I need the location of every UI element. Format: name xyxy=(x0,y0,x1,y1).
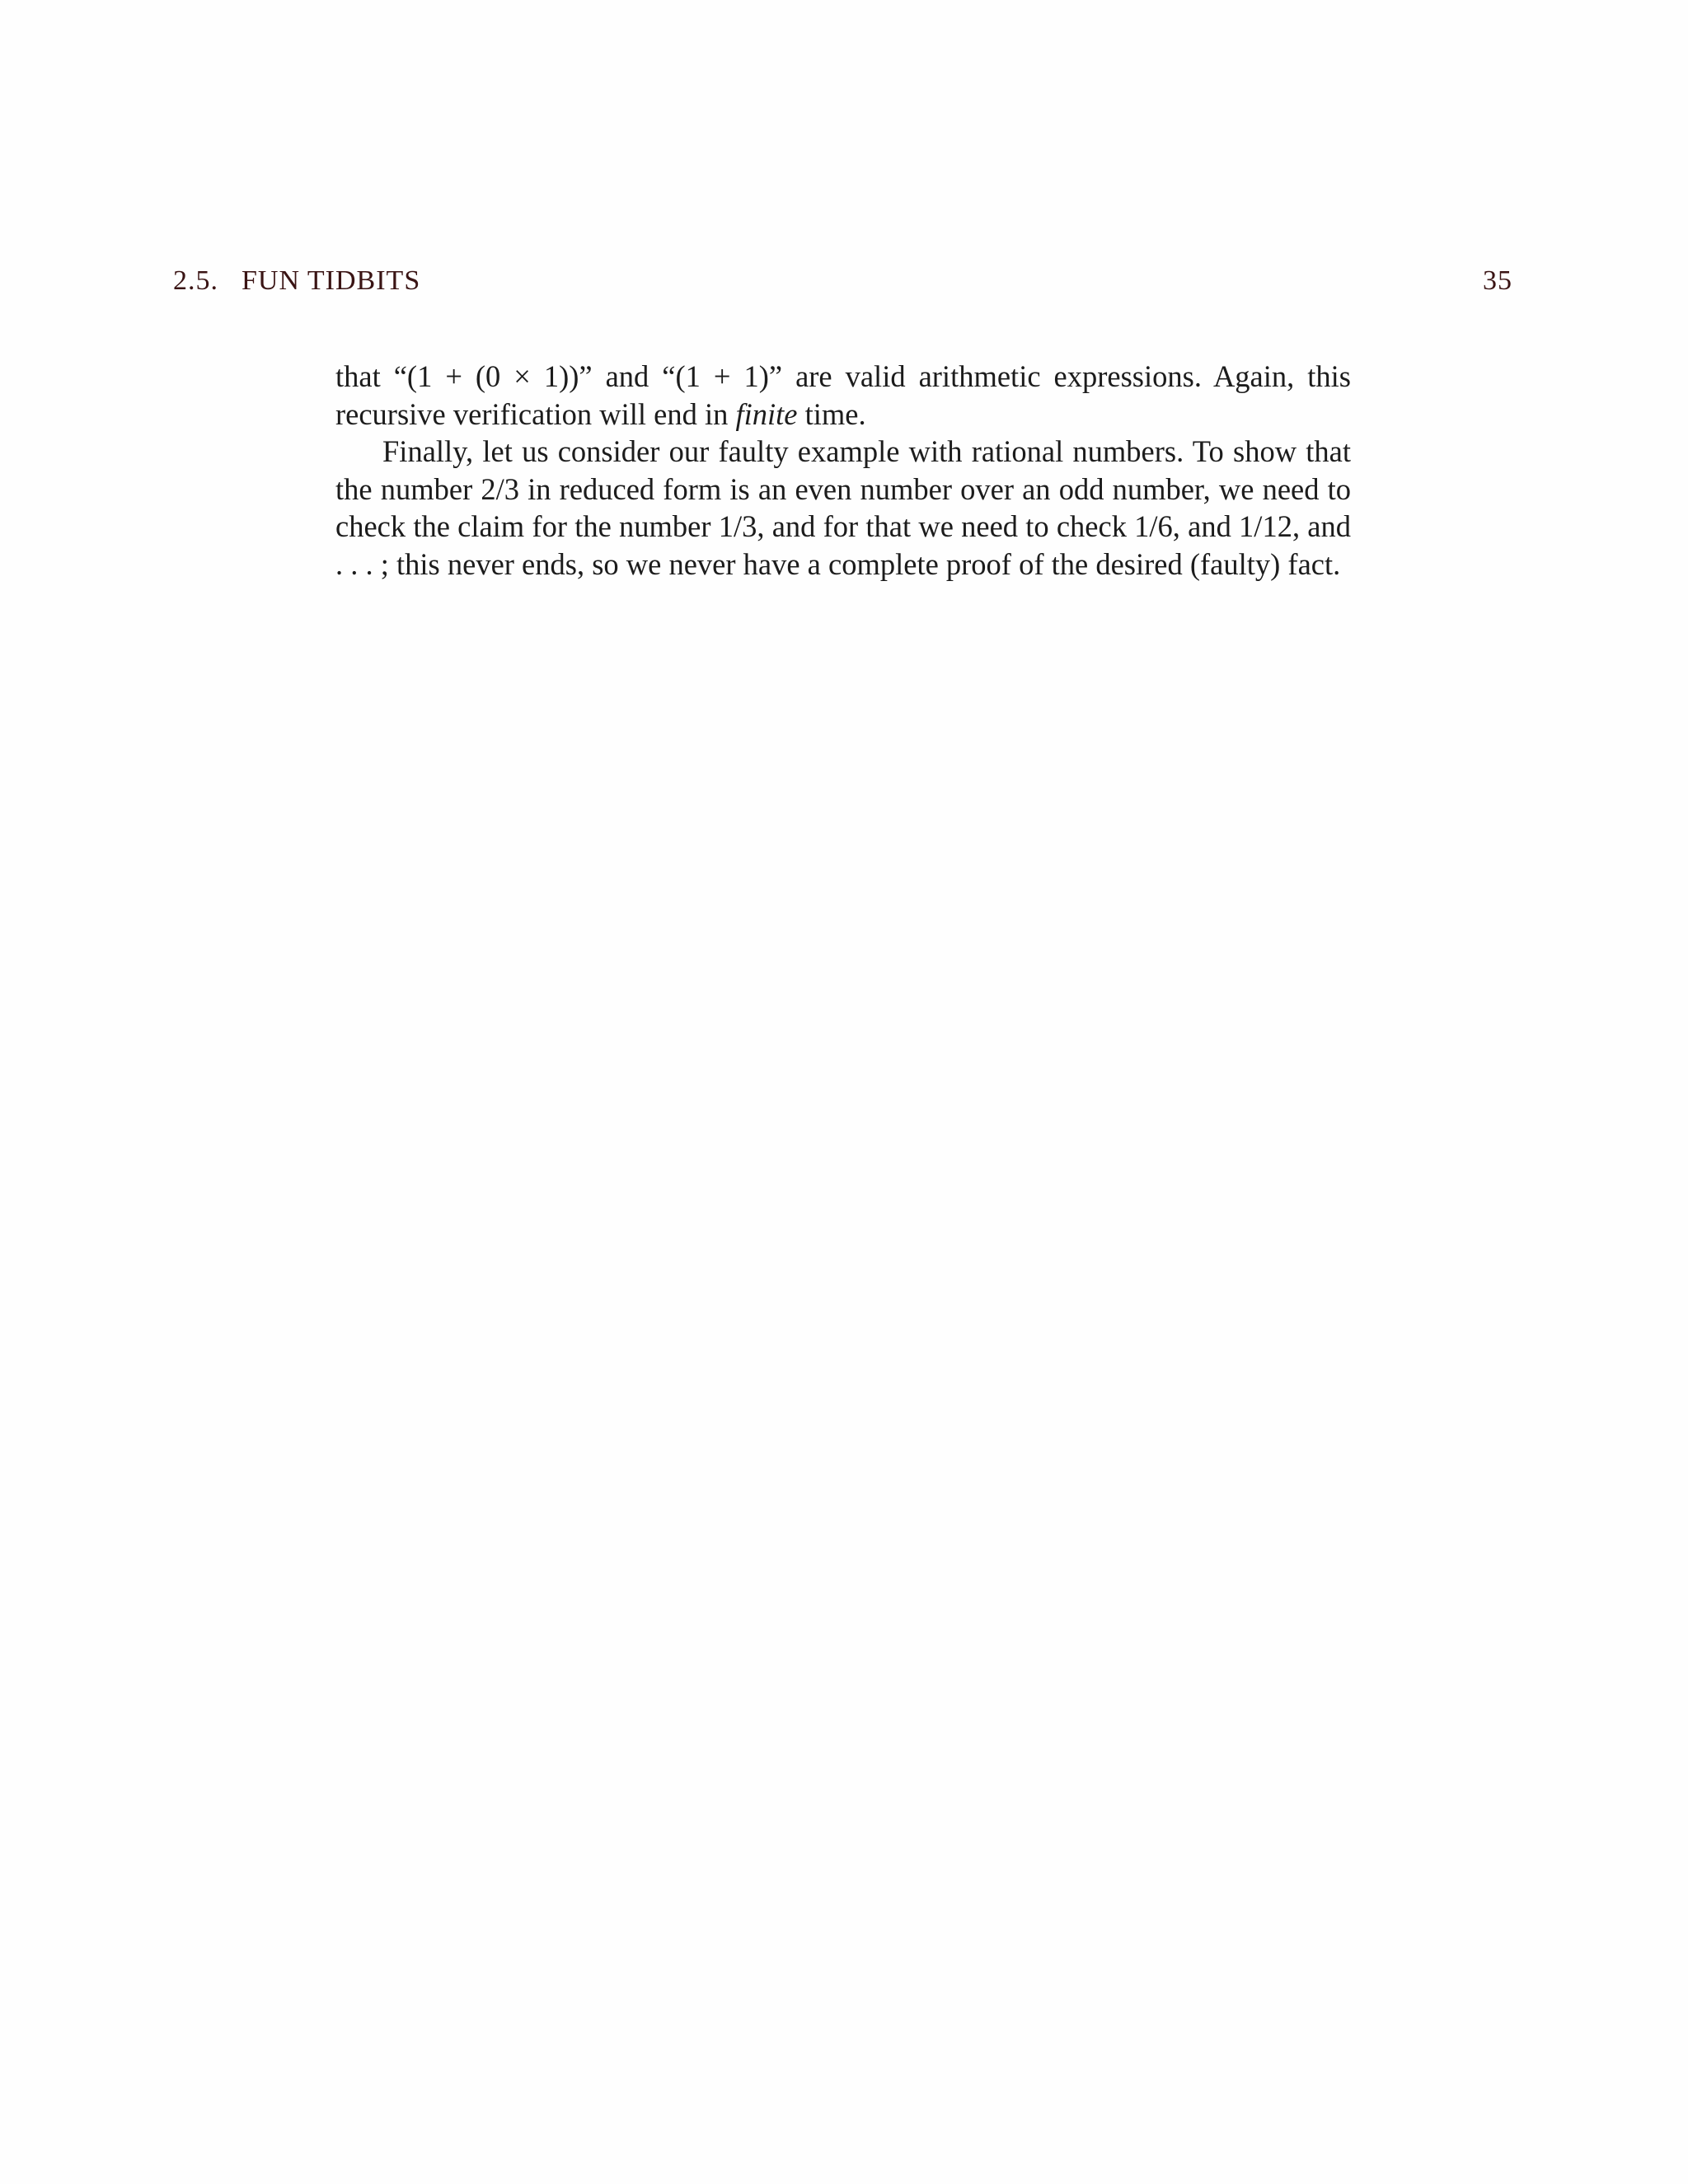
running-header xyxy=(173,265,1512,302)
paragraph-faulty-example: Finally, let us consider our faulty example with rational numbers. To show that the number 2/3 in reduced form is an even number over an odd number, we need to check the claim for the number 1/3, and for that we need to check 1/6, and 1/12, and . . . ; this never ends, so we never have a complete proof of the desired (faulty) fact. xyxy=(335,434,1351,581)
emphasis-finite: finite xyxy=(735,396,798,431)
paragraph-1-text-start: that “(1 + (0 × 1))” and “(1 + 1)” are valid arithmetic expressions. Again, this recursive verification will end in xyxy=(335,359,1351,431)
section-number: 2.5. xyxy=(173,265,218,296)
paragraph-1-text-end: time. xyxy=(797,396,866,431)
section-heading xyxy=(173,265,420,297)
paragraph-continuation xyxy=(335,358,1351,433)
body-text xyxy=(335,358,1351,583)
page-number: 35 xyxy=(1483,265,1512,296)
section-title: FUN TIDBITS xyxy=(241,265,421,296)
